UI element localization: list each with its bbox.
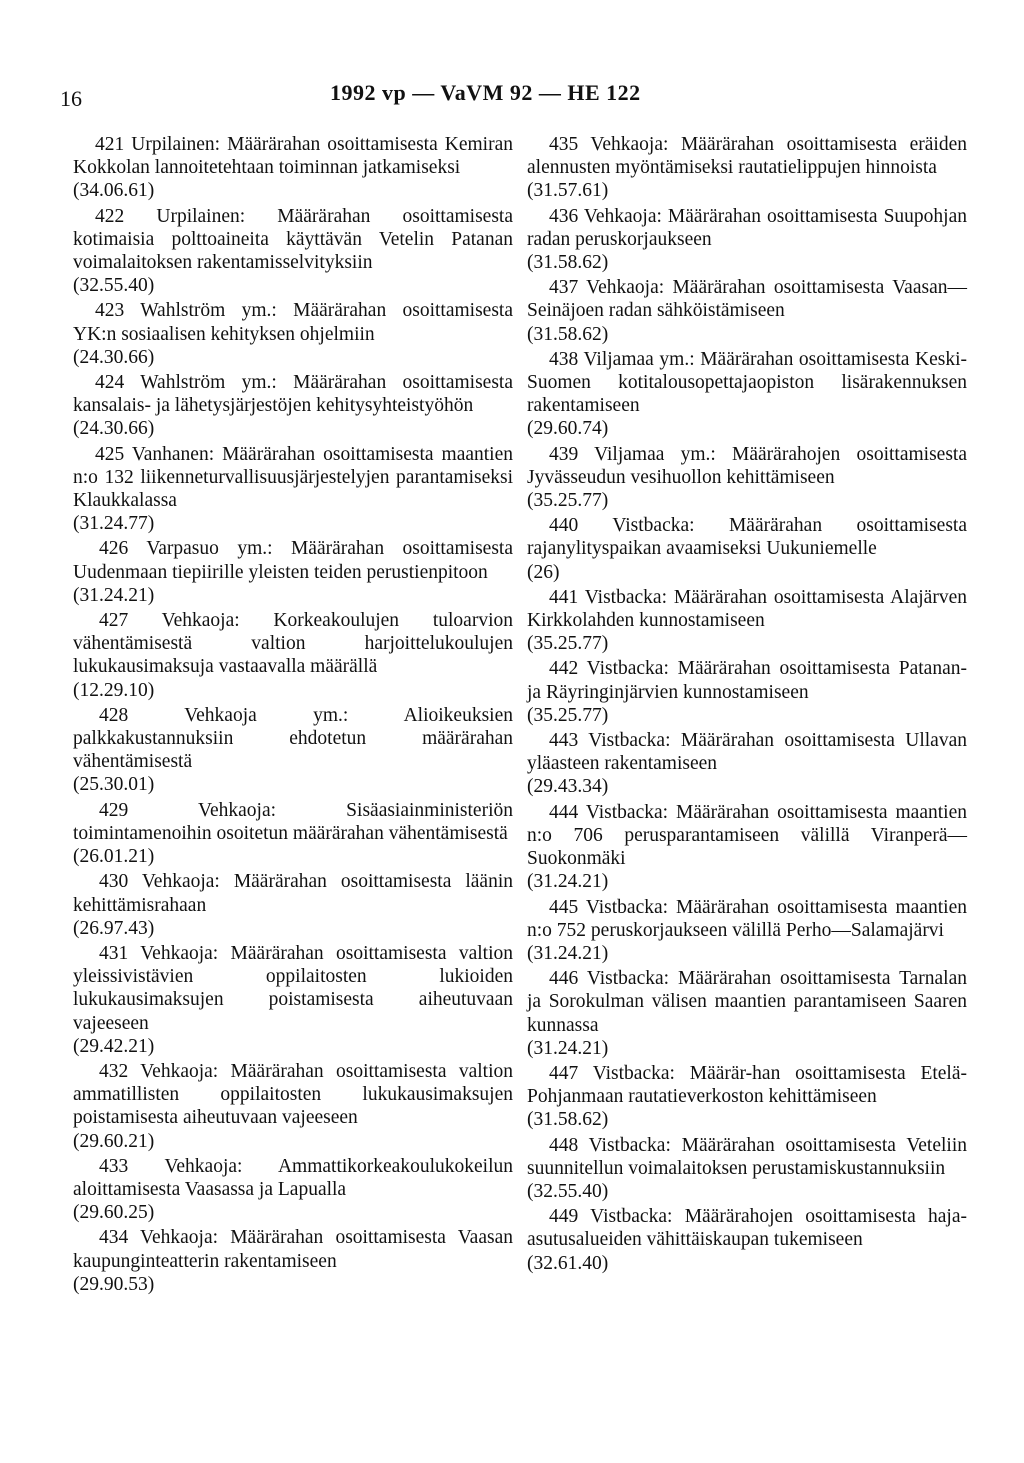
motion-entry — [527, 1134, 967, 1204]
left-column — [73, 133, 513, 1298]
budget-reference: (32.55.40) — [73, 275, 155, 297]
budget-reference: (34.06.61) — [73, 180, 155, 202]
budget-reference: (31.58.62) — [527, 1109, 609, 1131]
budget-reference: (12.29.10) — [73, 679, 155, 701]
motion-text: 421 Urpilainen: Määrärahan osoittamisesta Kemiran Kokkolan lannoitetehtaan toiminnan jatkamiseksi — [73, 134, 513, 179]
motion-text: 441 Vistbacka: Määrärahan osoittamisesta Alajärven Kirkkolahden kunnostamiseen — [527, 586, 967, 632]
motion-entry — [527, 801, 967, 894]
budget-reference: (35.25.77) — [527, 633, 609, 655]
budget-reference: (31.24.21) — [527, 1037, 609, 1059]
motion-entry — [527, 729, 967, 799]
motion-text: 425 Vanhanen: Määrärahan osoittamisesta maantien n:o 132 liikenneturvallisuusjärjestelyjen parantamiseksi Klaukkalassa — [73, 443, 513, 512]
motion-entry — [73, 1155, 513, 1225]
budget-reference: (31.57.61) — [527, 180, 609, 202]
motion-entry — [73, 299, 513, 369]
motion-entry — [73, 537, 513, 607]
budget-reference: (29.42.21) — [73, 1035, 155, 1057]
motion-text: 449 Vistbacka: Määrärahojen osoittamisesta haja-asutusalueiden vähittäiskaupan tukemiseen — [527, 1206, 967, 1251]
motion-text: 436 Vehkaoja: Määrärahan osoittamisesta Suupohjan radan peruskorjaukseen — [527, 205, 967, 250]
motion-entry — [73, 371, 513, 441]
motion-text: 445 Vistbacka: Määrärahan osoittamisesta maantien n:o 752 peruskorjaukseen välillä Perho—Salamajärvi — [527, 896, 967, 941]
motion-entry — [527, 514, 967, 584]
motion-text: 435 Vehkaoja: Määrärahan osoittamisesta eräiden alennusten myöntämiseksi rautatielippujen hinnoista — [527, 134, 967, 179]
motion-text: 446 Vistbacka: Määrärahan osoittamisesta Tarnalan ja Sorokulman välisen maantien parantamiseen Saaren kunnassa — [527, 968, 967, 1036]
motion-text: 422 Urpilainen: Määrärahan osoittamisesta kotimaisia polttoaineita käyttävän Vetelin Patanan voimalaitoksen rakentamisselvityksiin — [73, 205, 513, 274]
budget-reference: (29.60.21) — [73, 1130, 155, 1152]
motion-entry — [73, 704, 513, 797]
motion-entry — [73, 870, 513, 940]
motion-entry — [527, 1062, 967, 1132]
budget-reference: (31.58.62) — [527, 323, 609, 345]
motion-entry — [73, 799, 513, 869]
motion-entry — [527, 1205, 967, 1275]
motion-entry — [73, 609, 513, 702]
page-number: 16 — [60, 86, 82, 111]
motion-entry — [73, 443, 513, 536]
motion-text: 427 Vehkaoja: Korkeakoulujen tuloarvion vähentämisestä valtion harjoittelukoulujen lukukausimaksuja vastaavalla määrällä — [73, 610, 513, 678]
motion-entry — [527, 443, 967, 513]
budget-reference: (32.61.40) — [527, 1252, 609, 1274]
motion-entry — [527, 967, 967, 1060]
budget-reference: (31.24.21) — [527, 942, 609, 964]
budget-reference: (31.58.62) — [527, 252, 609, 274]
motion-text: 428 Vehkaoja ym.: Alioikeuksien palkkakustannuksiin ehdotetun määrärahan vähentämisestä — [73, 704, 513, 773]
budget-reference: (24.30.66) — [73, 418, 155, 440]
motion-entry — [73, 205, 513, 298]
motion-text: 434 Vehkaoja: Määrärahan osoittamisesta Vaasan kaupunginteatterin rakentamiseen — [73, 1227, 513, 1272]
motion-entry — [527, 348, 967, 441]
motion-entry — [527, 657, 967, 727]
motion-text: 437 Vehkaoja: Määrärahan osoittamisesta Vaasan—Seinäjoen radan sähköistämiseen — [527, 277, 967, 322]
budget-reference: (29.90.53) — [73, 1273, 155, 1295]
motion-text: 442 Vistbacka: Määrärahan osoittamisesta Patanan- ja Räyringinjärvien kunnostamiseen — [527, 658, 967, 703]
budget-reference: (31.24.21) — [527, 871, 609, 893]
motion-text: 426 Varpasuo ym.: Määrärahan osoittamisesta Uudenmaan tiepiirille yleisten teiden perustienpitoon — [73, 538, 513, 583]
motion-entry — [527, 133, 967, 203]
budget-reference: (26.01.21) — [73, 846, 155, 868]
budget-reference: (35.25.77) — [527, 704, 609, 726]
motion-text: 447 Vistbacka: Määrär-han osoittamisesta Etelä-Pohjanmaan rautatieverkoston kehittämiseen — [527, 1062, 967, 1108]
budget-reference: (29.60.25) — [73, 1202, 155, 1224]
right-column — [527, 133, 967, 1277]
motion-text: 448 Vistbacka: Määrärahan osoittamisesta Veteliin suunnitellun voimalaitoksen perustamiskustannuksiin — [527, 1134, 967, 1179]
motion-text: 432 Vehkaoja: Määrärahan osoittamisesta valtion ammatillisten oppilaitosten lukukausimaksujen poistamisesta aiheutuvaan vajeeseen — [73, 1060, 513, 1129]
budget-reference: (35.25.77) — [527, 490, 609, 512]
motion-text: 423 Wahlström ym.: Määrärahan osoittamisesta YK:n sosiaalisen kehityksen ohjelmiin — [73, 300, 513, 345]
motion-entry — [527, 896, 967, 966]
motion-entry — [73, 1226, 513, 1296]
budget-reference: (26.97.43) — [73, 917, 155, 939]
motion-entry — [527, 205, 967, 275]
motion-entry — [73, 133, 513, 203]
motion-text: 443 Vistbacka: Määrärahan osoittamisesta Ullavan yläasteen rakentamiseen — [527, 730, 967, 775]
budget-reference: (29.60.74) — [527, 418, 609, 440]
motion-text: 424 Wahlström ym.: Määrärahan osoittamisesta kansalais- ja lähetysjärjestöjen kehitysyhteistyöhön — [73, 372, 513, 417]
motion-text: 433 Vehkaoja: Ammattikorkeakoulukokeilun aloittamisesta Vaasassa ja Lapualla — [73, 1155, 513, 1200]
motion-entry — [527, 586, 967, 656]
motion-text: 440 Vistbacka: Määrärahan osoittamisesta rajanylityspaikan avaamiseksi Uukuniemelle — [527, 515, 967, 560]
budget-reference: (32.55.40) — [527, 1180, 609, 1202]
budget-reference: (31.24.21) — [73, 584, 155, 606]
motion-text: 431 Vehkaoja: Määrärahan osoittamisesta valtion yleissivistävien oppilaitosten lukioiden lukukausimaksujen poistamisesta aiheutuvaan vajeeseen — [73, 942, 513, 1034]
motion-text: 444 Vistbacka: Määrärahan osoittamisesta maantien n:o 706 perusparantamiseen välillä Viranperä—Suokonmäki — [527, 801, 967, 870]
motion-entry — [527, 276, 967, 346]
motion-entry — [73, 942, 513, 1058]
motion-text: 430 Vehkaoja: Määrärahan osoittamisesta läänin kehittämisrahaan — [73, 871, 513, 916]
budget-reference: (29.43.34) — [527, 776, 609, 798]
running-header: 1992 vp — VaVM 92 — HE 122 — [330, 80, 641, 105]
motion-entry — [73, 1060, 513, 1153]
budget-reference: (26) — [527, 561, 560, 583]
motion-text: 429 Vehkaoja: Sisäasiainministeriön toimintamenoihin osoitetun määrärahan vähentämisestä — [73, 799, 513, 844]
budget-reference: (25.30.01) — [73, 774, 155, 796]
motion-text: 438 Viljamaa ym.: Määrärahan osoittamisesta Keski-Suomen kotitalousopettajaopiston lisärakennuksen rakentamiseen — [527, 348, 967, 417]
budget-reference: (31.24.77) — [73, 513, 155, 535]
budget-reference: (24.30.66) — [73, 346, 155, 368]
motion-text: 439 Viljamaa ym.: Määrärahojen osoittamisesta Jyvässeudun vesihuollon kehittämiseen — [527, 443, 967, 488]
